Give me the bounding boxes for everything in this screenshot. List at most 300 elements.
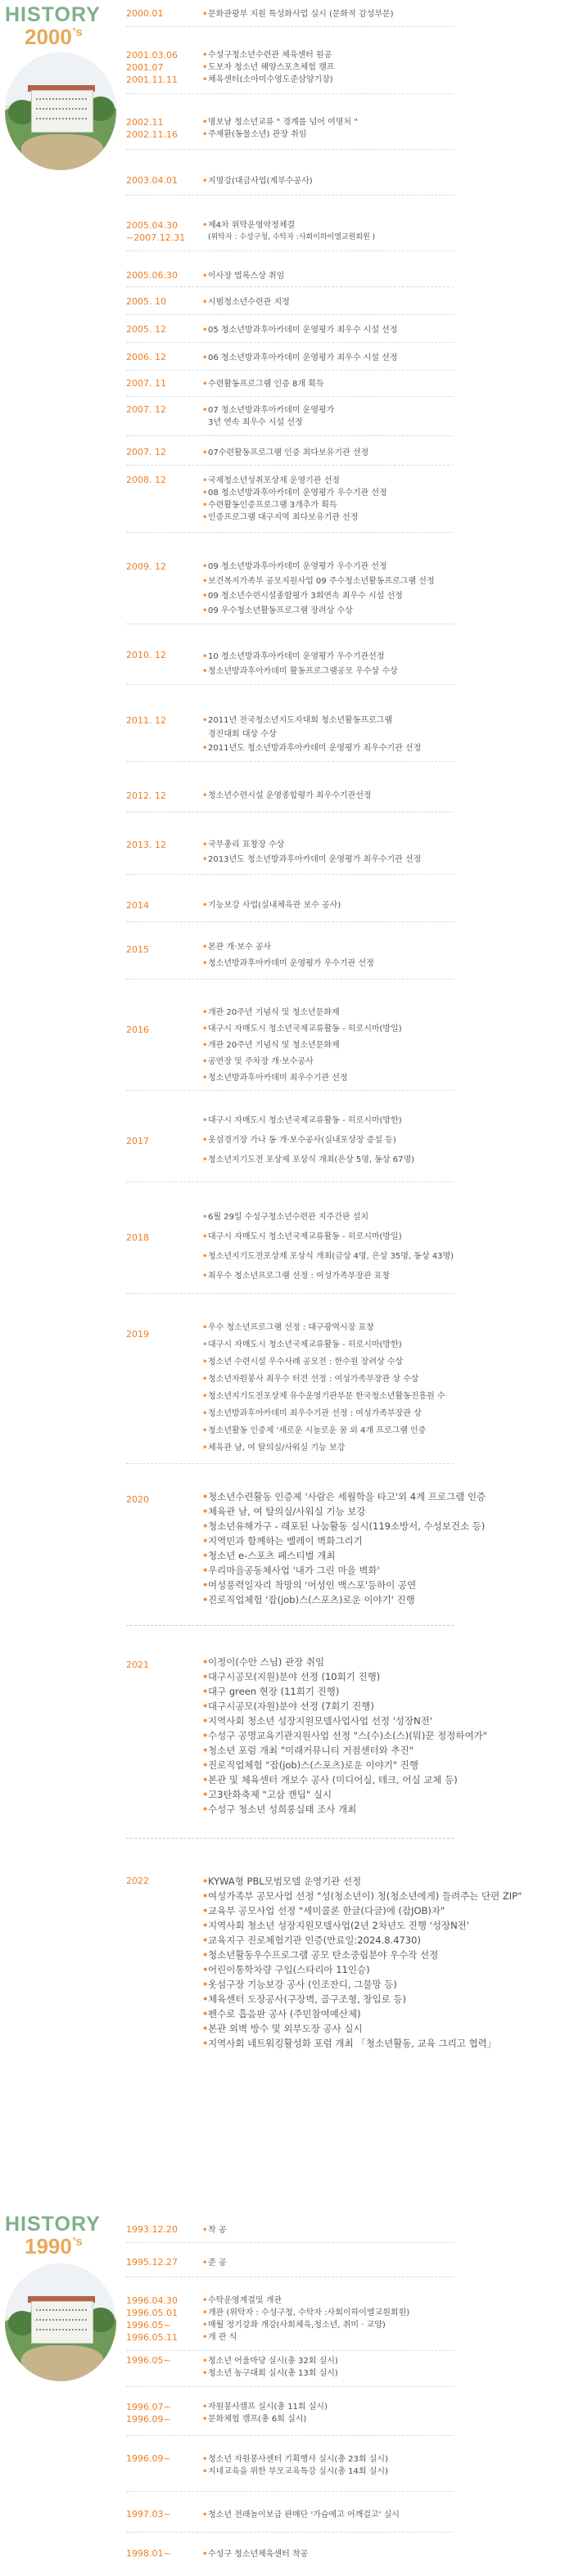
timeline-item <box>202 1977 454 1992</box>
timeline-item <box>202 1005 454 1021</box>
timeline-item <box>202 1388 454 1405</box>
timeline-row <box>126 5 454 27</box>
timeline-item-text: 주재환(동물소년) 관장 취임 <box>208 130 307 139</box>
timeline-row <box>126 1000 454 1091</box>
timeline-item <box>202 664 454 679</box>
building-photo <box>5 2263 116 2381</box>
timeline-item <box>202 128 454 141</box>
timeline-item-text: 청소년방과후아카데미 최우수기관 선정 <box>208 1074 348 1083</box>
timeline-item-text: 도보자 청소년 해양스포츠체험 캠프 <box>208 63 335 72</box>
timeline-item-text: 문화관광부 지원 특성화사업 실시 (문화적 감성부문) <box>208 10 394 19</box>
bullet-icon: • <box>202 2308 208 2317</box>
timeline-row <box>126 316 454 343</box>
timeline-row <box>126 776 454 813</box>
bullet-icon: • <box>202 1213 208 1222</box>
bullet-icon: • <box>202 1715 209 1727</box>
timeline-item <box>202 1021 454 1038</box>
bullet-icon: • <box>202 1789 209 1800</box>
timeline-row <box>126 2537 454 2566</box>
bullet-icon: • <box>202 298 208 307</box>
timeline-item <box>202 175 454 187</box>
timeline-year: 2009. 12 <box>126 561 166 572</box>
timeline-item-text: 공연장 및 주차장 개·보수공사 <box>208 1057 314 1066</box>
bullet-icon: • <box>202 1116 208 1125</box>
bullet-icon: • <box>202 2455 208 2464</box>
timeline-year: 2020 <box>126 1494 149 1505</box>
timeline-item <box>202 2006 454 2021</box>
timeline-item <box>202 352 454 364</box>
timeline-year: 2005. 12 <box>126 324 166 335</box>
timeline-item-text: 지역사회 청소년 성장지원모델사업사업 선정 '성장N전' <box>208 1715 432 1727</box>
timeline-item-text: 청소년수련시설 운영종합평가 최우수기관선정 <box>208 791 372 800</box>
bullet-icon: • <box>202 1358 208 1367</box>
timeline-item-text: 진로직업체험 '잡(job)스(스포츠)로운 이야기' 진행 <box>208 1594 415 1605</box>
bullet-icon: • <box>202 177 208 186</box>
timeline-year: 2022 <box>126 1876 149 1886</box>
bullet-icon: • <box>202 1876 209 1887</box>
bullet-icon: • <box>202 10 208 19</box>
timeline-item <box>202 574 454 589</box>
timeline-item <box>202 2331 454 2344</box>
timeline-item <box>202 2367 454 2380</box>
timeline-item-text: 옷섬경기장 가나 동 개·보수공사(실내포상장 증설 등) <box>208 1136 396 1145</box>
bullet-icon: • <box>202 959 208 968</box>
timeline-item-text: 청소년방과후아카데미 최우수기관 선정 : 여성가족부장관 상 <box>208 1409 422 1418</box>
timeline-row <box>126 2394 454 2436</box>
bullet-icon: • <box>202 606 208 615</box>
timeline-item <box>202 2036 497 2051</box>
timeline-row <box>126 165 454 196</box>
bullet-icon: • <box>202 2369 208 2378</box>
timeline-item <box>202 475 454 487</box>
timeline-item <box>202 1962 454 1977</box>
timeline-item <box>202 1353 454 1371</box>
bullet-icon: • <box>202 1979 209 1990</box>
bullet-icon: • <box>202 1008 208 1017</box>
timeline-item <box>202 1533 454 1548</box>
bullet-icon: • <box>202 1506 209 1517</box>
timeline-item <box>202 714 454 727</box>
timeline-year: 2016 <box>126 1025 149 1035</box>
timeline-item-text: 청소년 전래놀이보급 판매단 '가슴에고 어깨걸고' 실시 <box>208 2511 400 2520</box>
bullet-icon: • <box>202 406 208 415</box>
timeline-item-text: 지명강(대금사업(계부수공사) <box>208 177 313 186</box>
timeline-year: 1998.01~ <box>126 2548 171 2559</box>
bullet-icon: • <box>202 1232 208 1241</box>
bullet-icon: • <box>202 75 208 84</box>
timeline-item <box>208 232 454 244</box>
timeline-item <box>202 74 454 86</box>
bullet-icon: • <box>202 1057 208 1066</box>
timeline-item-text: 진로직업체험 "잡(job)스(스포츠)로운 이야기" 진행 <box>208 1759 418 1771</box>
timeline-year: 2005.04.30 ~2007.12.31 <box>126 220 186 243</box>
timeline-item-text: 체육센터 도장공사(구장벽, 골구조형, 창입로 등) <box>208 1993 406 2005</box>
timeline-item <box>202 296 454 308</box>
bullet-icon: • <box>202 1041 208 1050</box>
bullet-icon: • <box>202 855 208 864</box>
timeline-item <box>202 49 454 61</box>
bullet-icon: • <box>202 1426 208 1435</box>
timeline-row <box>126 1864 522 2069</box>
era-label <box>25 25 83 50</box>
timeline-item <box>202 1208 454 1227</box>
timeline-item-text: 체육관 남, 여 탈의실/사워실 기능 보강 <box>208 1443 346 1452</box>
timeline-item <box>202 1151 454 1170</box>
timeline-row <box>126 1313 454 1464</box>
timeline-item-text: 청소년 포럼 개최 "미래커뮤니티 거점센터와 추진" <box>208 1745 414 1756</box>
bullet-icon: • <box>202 1745 209 1756</box>
timeline-item-text: 대구시 자매도시 청소년국제교류활동 - 히로시마(방일) <box>208 1025 402 1034</box>
bullet-icon: • <box>202 2008 209 2020</box>
bullet-icon: • <box>202 1686 209 1697</box>
timeline-year: 1993.12.20 <box>126 2224 178 2235</box>
timeline-item <box>202 499 454 511</box>
timeline-row <box>126 828 454 875</box>
timeline-item <box>202 1918 469 1933</box>
timeline-item <box>202 1371 454 1388</box>
bullet-icon: • <box>202 1323 208 1332</box>
timeline-year: 2018 <box>126 1232 149 1243</box>
bullet-icon: • <box>202 562 208 571</box>
timeline-item-text: 착 공 <box>208 2226 227 2235</box>
bullet-icon: • <box>202 2259 208 2268</box>
timeline-item-text: 경진대회 대상 수상 <box>208 730 277 739</box>
timeline-item-text: 어린이통학차량 구입(스타리아 11인승) <box>208 1964 370 1975</box>
bullet-icon: • <box>202 1579 209 1591</box>
bullet-icon: • <box>202 1949 209 1961</box>
timeline-year: 2003.04.01 <box>126 175 178 186</box>
timeline-item <box>202 2355 454 2367</box>
timeline-year: 2001.03.06 2001.07 2001.11.11 <box>126 50 178 85</box>
timeline-item <box>202 1889 522 1903</box>
timeline-item <box>202 853 454 867</box>
history-1990s-section <box>0 2209 583 2576</box>
timeline-item-text: 10 청소년방과후아카데미 운영평가 우수기관선정 <box>208 652 385 661</box>
timeline-item <box>202 2401 454 2413</box>
timeline-item-text: 대구시 자매도시 청소년국제교류활동 - 히로시마(방일) <box>208 1232 402 1241</box>
timeline-item <box>202 1227 454 1247</box>
timeline-item-text: 국무총리 표창장 수상 <box>208 840 285 849</box>
timeline-row <box>126 43 454 94</box>
bullet-icon: • <box>202 1443 208 1452</box>
timeline-row <box>126 288 454 315</box>
bullet-icon: • <box>202 1993 209 2005</box>
timeline-year: 1995.12.27 <box>126 2257 178 2268</box>
bullet-icon: • <box>202 1550 209 1561</box>
timeline-item-text: 지역사회 네트워킹활성화 포럼 개최 「청소년활동, 교육 그리고 협력」 <box>208 2038 497 2049</box>
timeline-row <box>126 398 454 436</box>
timeline-item <box>202 116 454 128</box>
bullet-icon: • <box>202 1804 209 1815</box>
timeline-item <box>202 1874 454 1889</box>
timeline-item-text: 개관 20주년 기념식 및 청소년문화제 <box>208 1041 340 1050</box>
timeline-item-text: 07수련활동프로그램 인증 최다보유기관 선정 <box>208 448 369 457</box>
timeline-item <box>202 324 454 336</box>
bullet-icon: • <box>202 901 208 910</box>
timeline-item <box>202 604 454 619</box>
timeline-item-text: 청소년 수련시설 우수사례 공모전 : 한수원 장려상 수상 <box>208 1358 404 1367</box>
timeline-item-text: 수성구 청소년체육센터 착공 <box>208 2550 309 2559</box>
timeline-item-text: 문화체험 캠프(총 6회 실시) <box>208 2415 307 2424</box>
bullet-icon: • <box>202 1535 209 1547</box>
bullet-icon: • <box>202 380 208 389</box>
timeline-item <box>202 589 454 604</box>
bullet-icon: • <box>202 476 208 485</box>
timeline-item <box>202 2548 454 2560</box>
timeline-item-text: 인증프로그램 대구지역 최다보유기관 선정 <box>208 513 359 522</box>
bullet-icon: • <box>202 1074 208 1083</box>
bullet-icon: • <box>202 1025 208 1034</box>
timeline-year: 2006. 12 <box>126 352 166 363</box>
timeline-year: 2007. 12 <box>126 447 166 457</box>
timeline-item-text: 펜수로 흡음판 공사 (주민참여예산제) <box>208 2008 361 2020</box>
timeline-item-text: 체육관 남, 여 탈의실/사워실 기능 보강 <box>208 1506 366 1517</box>
era-year: 1990 <box>25 2234 72 2259</box>
timeline-item-text: 3년 연속 최우수 시설 선정 <box>208 418 303 427</box>
bullet-icon: • <box>202 1594 209 1605</box>
bullet-icon: • <box>202 2467 208 2476</box>
timeline-item-text: 2013년도 청소년방과후아카데미 운영평가 최우수기관 선정 <box>208 855 422 864</box>
bullet-icon: • <box>202 652 208 661</box>
building-photo <box>5 52 116 170</box>
timeline-year: 2015 <box>126 944 149 955</box>
bullet-icon: • <box>202 667 208 676</box>
timeline-item-text: 개관 (위탁자 : 수성구청, 수탁자 :사회이하이엘교원회원) <box>208 2308 410 2317</box>
timeline-item-text: 청소년활동 인증제 '새로운 시놀로운 꿈 외 4개 프로그램 인증 <box>208 1426 427 1435</box>
timeline-item <box>202 1422 454 1439</box>
timeline-item-text: 청소년 자원봉사센터 기획행사 실시(총 23회 실시) <box>208 2455 388 2464</box>
bullet-icon: • <box>202 118 208 127</box>
timeline-item <box>202 1563 454 1578</box>
timeline-item-text: 청소년활동우수프로그램 공모 탄소중립분야 우수작 선정 <box>208 1949 439 1961</box>
bullet-icon: • <box>202 272 208 281</box>
timeline-item-text: 지역사회 청소년 성장지원모델사업(2년 2차년도 진행 '성장N전' <box>208 1920 469 1931</box>
timeline-item <box>202 939 454 956</box>
timeline-item-text: 청소년 어울마당 실시(총 32회 실시) <box>208 2357 338 2366</box>
timeline-item-text: 제4차 위탁운영약정체결 <box>208 221 296 230</box>
timeline-item-text: KYWA형 PBL모범모델 운영기관 선정 <box>208 1876 362 1887</box>
history-title: HISTORY <box>5 3 101 26</box>
timeline-item-text: 자원봉사캠프 실시(총 11회 실시) <box>208 2403 328 2412</box>
timeline-year: 2002.11 2002.11.16 <box>126 117 178 140</box>
timeline-row <box>126 931 454 980</box>
timeline-item <box>202 898 454 913</box>
bullet-icon: • <box>202 840 208 849</box>
timeline-row <box>126 638 454 685</box>
timeline-item <box>202 2466 454 2478</box>
timeline-item-text: 기능보강 사업(실내체육관 보수 공사) <box>208 901 341 910</box>
timeline-year: 2019 <box>126 1329 149 1340</box>
timeline-year: 2007. 12 <box>126 404 166 415</box>
timeline-item-text: 청소년지기도전포상제 포상식 개최(금상 4명, 은상 35명, 동상 43명) <box>208 1252 454 1261</box>
timeline-year: 2005. 10 <box>126 296 166 307</box>
bullet-icon: • <box>202 51 208 60</box>
timeline-item <box>202 1684 454 1699</box>
bullet-icon: • <box>202 130 208 139</box>
timeline-row <box>126 2245 454 2277</box>
timeline-item <box>202 1992 454 2006</box>
bullet-icon: • <box>202 1155 208 1164</box>
timeline-item <box>202 789 454 804</box>
bullet-icon: • <box>202 1774 209 1786</box>
bullet-icon: • <box>202 2321 208 2330</box>
timeline-item <box>208 417 454 429</box>
timeline-row <box>126 260 454 287</box>
timeline-item-text: 청소년 e-스포츠 페스티벌 개최 <box>208 1550 336 1561</box>
timeline-year: 1996.05~ <box>126 2355 171 2366</box>
timeline-item-text: 교육지구 진로체험기관 인증(만료일:2024.8.4730) <box>208 1934 421 1946</box>
timeline-item-text: (위탁자 : 수성구청, 수탁자 :사회이하이엘교원회원 ) <box>208 233 376 241</box>
timeline-item-text: 청소년방과후아카데미 운영평가 우수기관 선정 <box>208 959 374 968</box>
timeline-item <box>202 378 454 390</box>
bullet-icon: • <box>202 1520 209 1532</box>
timeline-row <box>126 1203 454 1294</box>
bullet-icon: • <box>202 1136 208 1145</box>
timeline-item <box>202 1267 454 1286</box>
timeline-item-text: 청소년방과후아카데미 활동프로그램공모 우수상 수상 <box>208 667 398 676</box>
timeline-row <box>126 548 454 624</box>
timeline-year: 1996.09~ <box>126 2453 171 2464</box>
bullet-icon: • <box>202 2333 208 2342</box>
timeline-item-text: 대구시공모(자원)분야 선정 (7회기 진행) <box>208 1700 374 1712</box>
bullet-icon: • <box>202 1730 209 1741</box>
bullet-icon: • <box>202 1392 208 1401</box>
timeline-item <box>202 650 454 664</box>
bullet-icon: • <box>202 1409 208 1418</box>
timeline-item <box>202 487 454 499</box>
bullet-icon: • <box>202 2403 208 2412</box>
timeline-item <box>202 2021 454 2036</box>
bullet-icon: • <box>202 2511 208 2520</box>
timeline-item-text: 08 청소년방과후아카데미 운영평가 우수기관 선정 <box>208 489 387 498</box>
timeline-item-text: 6월 29일 수성구청소년수련관 지주간판 설치 <box>208 1213 369 1222</box>
timeline-row <box>126 344 454 371</box>
timeline-item-text: 여성가족부 공모사업 선정 "성(청소년이) 청(청소년에게) 들려주는 단편 ZIP" <box>208 1890 522 1902</box>
timeline-row <box>126 208 454 251</box>
timeline-item-text: 대구 green 현장 (11회기 진행) <box>208 1686 340 1697</box>
bullet-icon: • <box>202 1375 208 1384</box>
timeline-item-text: 지네교육을 위한 부모교육특강 실시(총 14회 실시) <box>208 2467 388 2476</box>
timeline-item-text: 고3탄화축제 "고삼 캔딥" 실시 <box>208 1789 332 1800</box>
timeline-item <box>202 1405 454 1422</box>
timeline-item-text: 본관 및 체육센터 개보수 공사 (미디어실, 테크, 어실 교체 등) <box>208 1774 458 1786</box>
timeline-item <box>202 1655 454 1669</box>
timeline-item <box>202 2257 454 2269</box>
timeline-item-text: 준 공 <box>208 2259 227 2268</box>
timeline-item-text: 본관 개·보수 공사 <box>208 943 272 952</box>
timeline-item <box>202 1578 454 1592</box>
timeline-year: 2013. 12 <box>126 840 166 850</box>
timeline-item-text: 수성구청소년수련관 체육센터 원공 <box>208 51 332 60</box>
bullet-icon: • <box>202 2415 208 2424</box>
timeline-row <box>126 1479 486 1626</box>
timeline-item <box>202 1111 454 1131</box>
timeline-item-text: 청소년유해가구 - 래포된 나눔활동 실시(119소방서, 수성보건소 등) <box>208 1520 486 1532</box>
bullet-icon: • <box>202 716 208 725</box>
timeline-item-text: 수성구 청소년 성희롱실태 조사 개최 <box>208 1804 357 1815</box>
timeline-row <box>126 372 454 397</box>
bullet-icon: • <box>202 2357 208 2366</box>
timeline-item <box>202 1802 454 1817</box>
timeline-row <box>126 2447 454 2492</box>
bullet-icon: • <box>202 63 208 72</box>
timeline-item <box>202 2453 454 2466</box>
timeline-year: 2008. 12 <box>126 475 166 485</box>
timeline-item-text: 06 청소년방과후아카데미 운영평가 최우수 시설 선정 <box>208 354 398 363</box>
timeline-year: 1996.07~ 1996.09~ <box>126 2402 171 2425</box>
timeline-row <box>126 108 454 150</box>
timeline-item <box>202 1728 487 1743</box>
timeline-item <box>202 1038 454 1054</box>
timeline-item <box>202 1519 486 1533</box>
timeline-item-text: 수성구 공명교육기관지원사업 선정 "스(수)소(스)(뭐)꾼 정정하여가" <box>208 1730 487 1741</box>
bullet-icon: • <box>202 1565 209 1576</box>
timeline-item <box>202 1489 486 1504</box>
bullet-icon: • <box>202 501 208 510</box>
timeline-item-text: 시범청소년수련관 지정 <box>208 298 290 307</box>
timeline-item <box>202 1933 454 1948</box>
era-label <box>25 2234 83 2259</box>
timeline-item-text: 수탁운영계결및 개관 <box>208 2296 282 2305</box>
bullet-icon: • <box>202 1920 209 1931</box>
timeline-year: 1997.03~ <box>126 2509 171 2520</box>
timeline-item <box>202 1070 454 1087</box>
timeline-row <box>126 439 454 466</box>
bullet-icon: • <box>202 2023 209 2034</box>
history-title: HISTORY <box>5 2213 101 2236</box>
timeline-item <box>202 1504 454 1519</box>
timeline-item-text: 우리마을공동체사업 '내가 그린 마을 벽화' <box>208 1565 380 1576</box>
timeline-item <box>202 1743 454 1758</box>
timeline-item-text: 우수 청소년프로그램 선정 : 대구광역시장 표창 <box>208 1323 374 1332</box>
timeline-item-text: 체육센터(소아미수영도준삼양기장) <box>208 75 333 84</box>
bullet-icon: • <box>202 1890 209 1902</box>
timeline-item <box>202 2319 454 2331</box>
bullet-icon: • <box>202 221 208 230</box>
timeline-item <box>202 61 454 74</box>
timeline-item <box>202 1758 454 1772</box>
bullet-icon: • <box>202 744 208 753</box>
timeline-item <box>202 2307 454 2319</box>
timeline-item-text: 대구시공모(지원)분야 선정 (10회기 진행) <box>208 1671 381 1682</box>
timeline-item <box>202 1772 458 1787</box>
bullet-icon: • <box>202 1759 209 1771</box>
timeline-year: 1996.04.30 1996.05.01 1996.05~ 1996.05.11 <box>126 2295 178 2343</box>
timeline-row <box>126 2496 454 2533</box>
timeline-item <box>202 1548 454 1563</box>
timeline-item <box>202 1669 454 1684</box>
timeline-item-text: 이정이(수안 스님) 관장 취임 <box>208 1656 325 1668</box>
timeline-year: 2007. 11 <box>126 378 166 389</box>
bullet-icon: • <box>202 1905 209 1916</box>
era-suffix: 's <box>72 25 83 39</box>
timeline-item-text: 2011년 전국청소년지도자대회 청소년활동프로그램 <box>208 716 393 725</box>
bullet-icon: • <box>202 2038 209 2049</box>
timeline-item-text: 09 청소년수련시설종합평가 3회연속 최우수 시설 선정 <box>208 592 403 601</box>
timeline-year: 2021 <box>126 1660 149 1670</box>
timeline-item <box>202 2509 454 2521</box>
timeline-item <box>202 956 454 972</box>
timeline-item-text: 09 청소년방과후아카데미 운영평가 우수기관 선정 <box>208 562 387 571</box>
timeline-item <box>202 1592 454 1607</box>
timeline-item <box>202 8 454 20</box>
timeline-item-text: 07 청소년방과후아카데미 운영평가 <box>208 406 335 415</box>
timeline-item <box>202 1948 454 1962</box>
timeline-item <box>202 1054 454 1070</box>
timeline-item-text: 수련활동인증프로그램 3개추가 획득 <box>208 501 337 510</box>
bullet-icon: • <box>202 326 208 335</box>
timeline-row <box>126 468 454 533</box>
